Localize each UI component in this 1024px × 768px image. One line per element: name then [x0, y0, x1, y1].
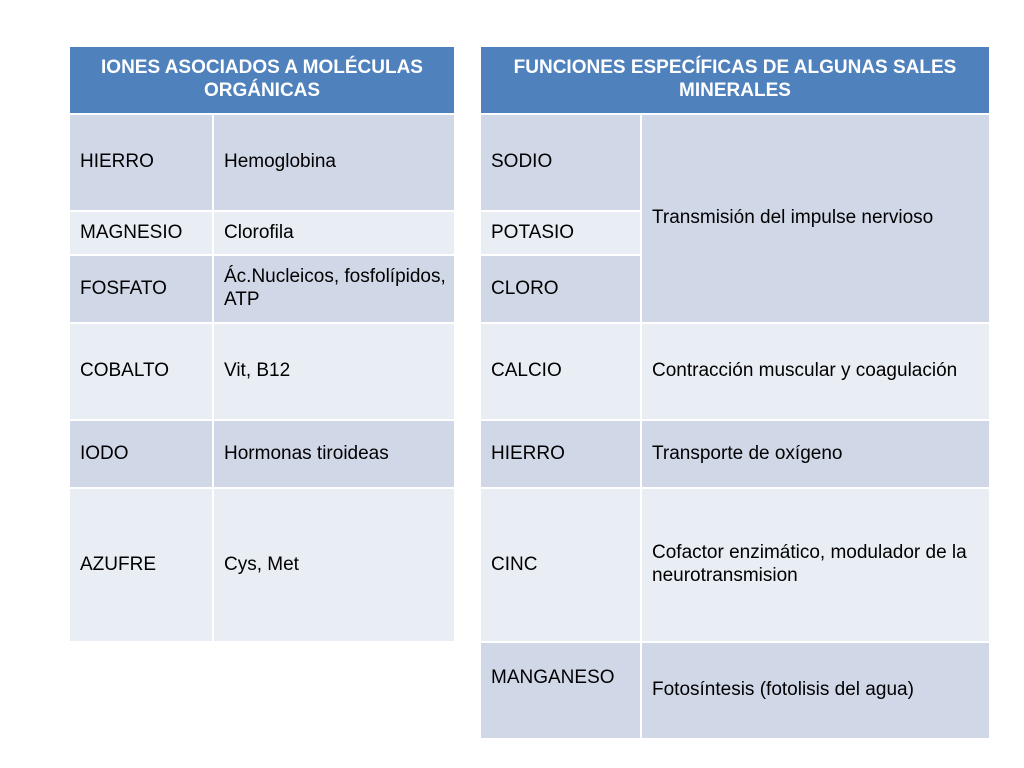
function-cell: Fotosíntesis (fotolisis del agua) [641, 642, 990, 739]
function-cell: Contracción muscular y coagulación [641, 323, 990, 420]
function-cell: Transporte de oxígeno [641, 420, 990, 488]
salt-cell: HIERRO [480, 420, 641, 488]
table-row [69, 211, 455, 255]
table-row [69, 420, 455, 488]
table-row [69, 114, 455, 211]
table-row [480, 642, 990, 739]
salt-cell: SODIO [480, 114, 641, 211]
molecule-cell: Hemoglobina [213, 114, 455, 211]
molecule-cell: Ác.Nucleicos, fosfolípidos, ATP [213, 255, 455, 323]
table-row [480, 323, 990, 420]
ions-organic-molecules-table [68, 45, 456, 643]
salt-cell: CLORO [480, 255, 641, 323]
table-row [480, 420, 990, 488]
salt-cell: CALCIO [480, 323, 641, 420]
molecule-cell: Hormonas tiroideas [213, 420, 455, 488]
salt-cell: MANGANESO [480, 642, 641, 739]
ion-cell: AZUFRE [69, 488, 213, 642]
function-cell: Cofactor enzimático, modulador de la neurotransmision [641, 488, 990, 642]
right-table-header: FUNCIONES ESPECÍFICAS DE ALGUNAS SALES MINERALES [480, 46, 990, 114]
salt-cell: CINC [480, 488, 641, 642]
salt-cell: POTASIO [480, 211, 641, 255]
function-cell-merged: Transmisión del impulse nervioso [641, 114, 990, 323]
mineral-salts-functions-table [479, 45, 991, 740]
table-row [69, 488, 455, 642]
left-table-header: IONES ASOCIADOS A MOLÉCULAS ORGÁNICAS [69, 46, 455, 114]
ion-cell: MAGNESIO [69, 211, 213, 255]
molecule-cell: Cys, Met [213, 488, 455, 642]
table-row [480, 488, 990, 642]
ion-cell: HIERRO [69, 114, 213, 211]
table-row [69, 323, 455, 420]
molecule-cell: Clorofila [213, 211, 455, 255]
ion-cell: IODO [69, 420, 213, 488]
ion-cell: COBALTO [69, 323, 213, 420]
molecule-cell: Vit, B12 [213, 323, 455, 420]
table-row [480, 114, 990, 211]
ion-cell: FOSFATO [69, 255, 213, 323]
table-row [69, 255, 455, 323]
